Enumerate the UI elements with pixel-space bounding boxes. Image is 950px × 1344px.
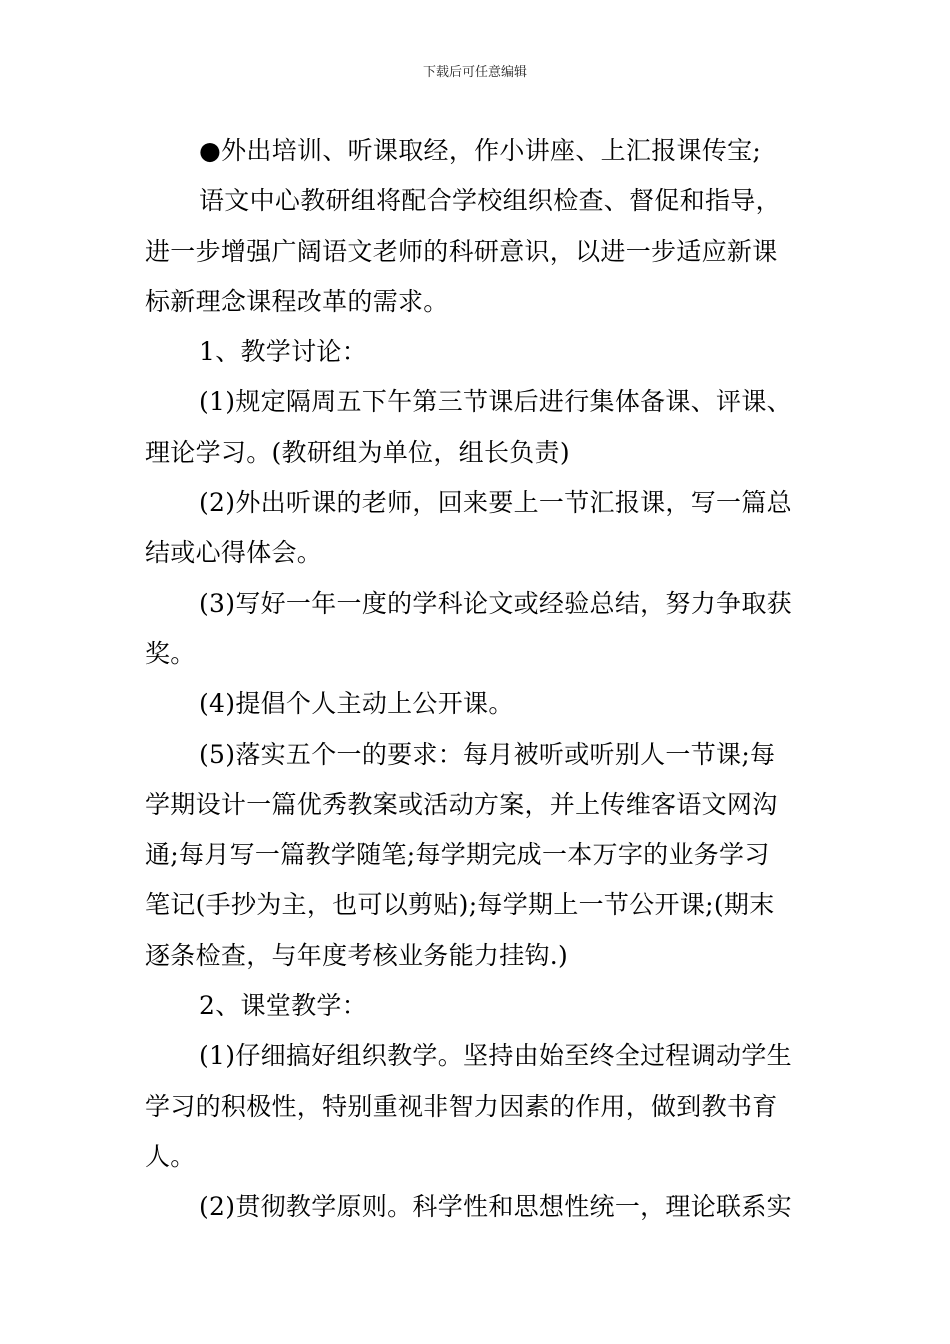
text-line: 笔记(手抄为主，也可以剪贴);每学期上一节公开课;(期末	[145, 890, 775, 920]
list-item-2-start: (2)贯彻教学原则。科学性和思想性统一，理论联系实	[199, 1192, 792, 1222]
text-line: 标新理念课程改革的需求。	[145, 286, 449, 316]
section-heading-teaching-discussion: 1、教学讨论：	[199, 337, 368, 367]
text-line: 结或心得体会。	[145, 538, 323, 568]
text-line: 进一步增强广阔语文老师的科研意识，以进一步适应新课	[145, 236, 778, 266]
text-line: 奖。	[145, 638, 196, 668]
list-item-1-start: (1)规定隔周五下午第三节课后进行集体备课、评课、	[199, 387, 792, 417]
text-line: 理论学习。(教研组为单位，组长负责)	[145, 437, 570, 467]
text-line: 通;每月写一篇教学随笔;每学期完成一本万字的业务学习	[145, 840, 770, 870]
list-item-2-start: (2)外出听课的老师，回来要上一节汇报课，写一篇总	[199, 488, 792, 518]
text-line: 学期设计一篇优秀教案或活动方案，并上传维客语文网沟	[145, 789, 778, 819]
list-item-1-start: (1)仔细搞好组织教学。坚持由始至终全过程调动学生	[199, 1041, 792, 1071]
document-body	[145, 126, 810, 1233]
text-line: 学习的积极性，特别重视非智力因素的作用，做到教书育	[145, 1091, 778, 1121]
page-header-note: 下载后可任意编辑	[422, 65, 527, 80]
section-heading-classroom-teaching: 2、课堂教学：	[199, 991, 368, 1021]
text-line: 人。	[145, 1141, 196, 1171]
text-line-paragraph-start: 语文中心教研组将配合学校组织检查、督促和指导，	[199, 186, 781, 216]
list-item-5-start: (5)落实五个一的要求：每月被听或听别人一节课;每	[199, 739, 776, 769]
list-item-4: (4)提倡个人主动上公开课。	[199, 689, 514, 719]
text-line: 逐条检查，与年度考核业务能力挂钩.)	[145, 940, 569, 970]
list-item-3-start: (3)写好一年一度的学科论文或经验总结，努力争取获	[199, 588, 792, 618]
text-line-bullet: ●外出培训、听课取经，作小讲座、上汇报课传宝;	[199, 136, 762, 165]
